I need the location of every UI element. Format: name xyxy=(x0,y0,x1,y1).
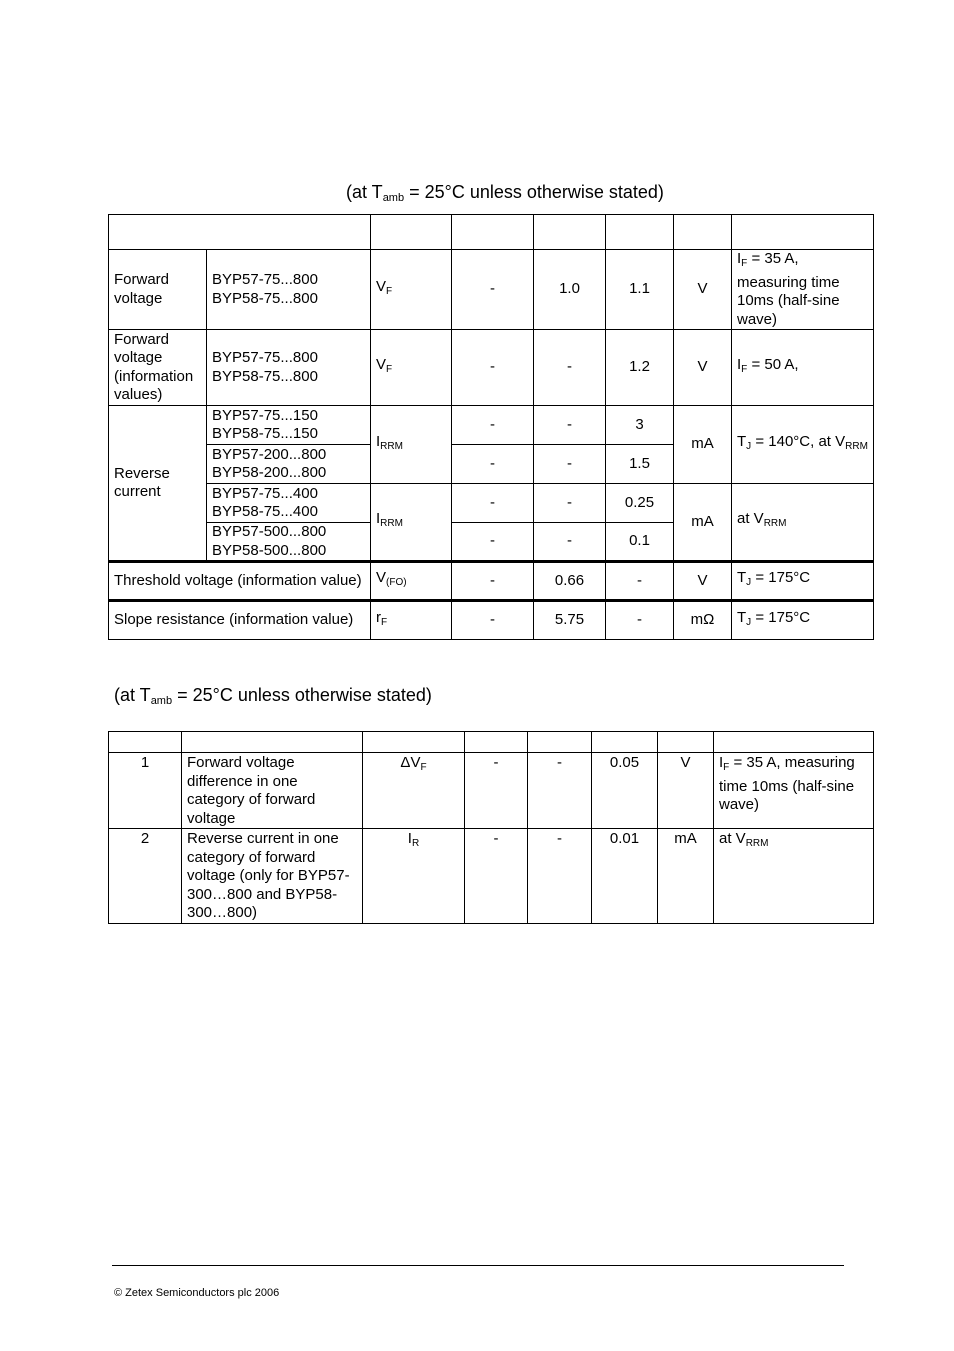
typ-cell: - xyxy=(534,484,606,523)
header-cell-max xyxy=(592,732,658,753)
conditions-cell: $I_F = 50$ A, xyxy=(732,330,874,406)
header-cell-min xyxy=(452,215,534,250)
header-cell-unit xyxy=(658,732,714,753)
type-cell: BYP57-500...800 BYP58-500...800 xyxy=(207,523,371,562)
symbol-cell: $\Delta V_F$ xyxy=(363,753,465,829)
max-cell: 1.1 xyxy=(606,250,674,330)
max-cell: 3 xyxy=(606,406,674,445)
unit-cell: mA xyxy=(674,406,732,484)
symbol-cell: $V_{(FO)}$ xyxy=(371,562,452,601)
typ-cell: 5.75 xyxy=(534,601,606,640)
header-cell-typ xyxy=(534,215,606,250)
param-cell: Threshold voltage (information value) xyxy=(109,562,371,601)
conditions-cell: $T_J = 175^\circ C$ xyxy=(732,562,874,601)
type-cell: BYP57-200...800 BYP58-200...800 xyxy=(207,445,371,484)
conditions-cell: $T_J = 140^\circ C$, at $V_{RRM}$ xyxy=(732,406,874,484)
type-cell: BYP57-75...400 BYP58-75...400 xyxy=(207,484,371,523)
min-cell: - xyxy=(452,484,534,523)
param-cell: Forward voltage xyxy=(109,250,207,330)
max-cell: 1.5 xyxy=(606,445,674,484)
footer-divider xyxy=(112,1265,844,1266)
table-row xyxy=(109,829,874,924)
typ-cell: - xyxy=(528,829,592,924)
unit-cell: V xyxy=(674,562,732,601)
electrical-characteristics-table xyxy=(108,214,874,640)
table-row xyxy=(109,406,874,445)
param-cell: Reverse current xyxy=(109,406,207,562)
symbol-cell: $I_R$ xyxy=(363,829,465,924)
max-cell: - xyxy=(606,601,674,640)
min-cell: - xyxy=(452,445,534,484)
header-cell-parameter xyxy=(109,215,371,250)
header-cell-parameter xyxy=(182,732,363,753)
min-cell: - xyxy=(452,406,534,445)
max-cell: 0.05 xyxy=(592,753,658,829)
header-cell-max xyxy=(606,215,674,250)
table-row xyxy=(109,562,874,601)
min-cell: - xyxy=(452,562,534,601)
header-cell-number xyxy=(109,732,182,753)
min-cell: - xyxy=(465,753,528,829)
min-cell: - xyxy=(452,250,534,330)
conditions-cell: $I_F = 35$ A, measuring time 10ms (half-sine wave) xyxy=(732,250,874,330)
unit-cell: V xyxy=(658,753,714,829)
conditions-cell: $I_F = 35$ A, measuring time 10ms (half-sine wave) xyxy=(714,753,874,829)
conditions-cell: at $V_{RRM}$ xyxy=(732,484,874,562)
conditions-cell: $T_J = 175^\circ C$ xyxy=(732,601,874,640)
min-cell: - xyxy=(452,330,534,406)
table2-condition-caption: (at $T_{amb} = 25^\circ C$ unless otherwise stated) xyxy=(114,685,432,707)
unit-cell: V xyxy=(674,250,732,330)
max-cell: 0.25 xyxy=(606,484,674,523)
number-cell: 1 xyxy=(109,753,182,829)
param-cell: Reverse current in one category of forward voltage (only for BYP57-300…800 and BYP58-300…800) xyxy=(182,829,363,924)
param-cell: Slope resistance (information value) xyxy=(109,601,371,640)
header-cell-typ xyxy=(528,732,592,753)
symbol-cell: $V_F$ xyxy=(371,330,452,406)
number-cell: 2 xyxy=(109,829,182,924)
table-header-row xyxy=(109,732,874,753)
table-row xyxy=(109,753,874,829)
max-cell: 0.01 xyxy=(592,829,658,924)
max-cell: 1.2 xyxy=(606,330,674,406)
table1-condition-caption: (at $T_{amb} = 25^\circ C$ unless otherwise stated) xyxy=(346,182,664,204)
unit-cell: V xyxy=(674,330,732,406)
footer-copyright: © Zetex Semiconductors plc 2006 xyxy=(114,1287,280,1299)
header-cell-conditions xyxy=(714,732,874,753)
header-cell-conditions xyxy=(732,215,874,250)
typ-cell: - xyxy=(534,523,606,562)
max-cell: - xyxy=(606,562,674,601)
header-cell-symbol xyxy=(363,732,465,753)
symbol-cell: $I_{RRM}$ xyxy=(371,406,452,484)
param-cell: Forward voltage difference in one category of forward voltage xyxy=(182,753,363,829)
param-cell: Forward voltage (information values) xyxy=(109,330,207,406)
typ-cell: - xyxy=(528,753,592,829)
unit-cell: mA xyxy=(674,484,732,562)
table-row xyxy=(109,484,874,523)
typ-cell: 1.0 xyxy=(534,250,606,330)
typ-cell: - xyxy=(534,330,606,406)
header-cell-min xyxy=(465,732,528,753)
header-cell-symbol xyxy=(371,215,452,250)
min-cell: - xyxy=(452,601,534,640)
symbol-cell: $I_{RRM}$ xyxy=(371,484,452,562)
min-cell: - xyxy=(452,523,534,562)
symbol-cell: $V_F$ xyxy=(371,250,452,330)
unit-cell: mΩ xyxy=(674,601,732,640)
typ-cell: - xyxy=(534,445,606,484)
typ-cell: 0.66 xyxy=(534,562,606,601)
conditions-cell: at $V_{RRM}$ xyxy=(714,829,874,924)
symbol-cell: $r_F$ xyxy=(371,601,452,640)
category-characteristics-table xyxy=(108,731,874,924)
type-cell: BYP57-75...800 BYP58-75...800 xyxy=(207,250,371,330)
table-row xyxy=(109,330,874,406)
unit-cell: mA xyxy=(658,829,714,924)
table-header-row xyxy=(109,215,874,250)
min-cell: - xyxy=(465,829,528,924)
table-row xyxy=(109,601,874,640)
type-cell: BYP57-75...800 BYP58-75...800 xyxy=(207,330,371,406)
header-cell-unit xyxy=(674,215,732,250)
table-row xyxy=(109,250,874,330)
max-cell: 0.1 xyxy=(606,523,674,562)
typ-cell: - xyxy=(534,406,606,445)
type-cell: BYP57-75...150 BYP58-75...150 xyxy=(207,406,371,445)
